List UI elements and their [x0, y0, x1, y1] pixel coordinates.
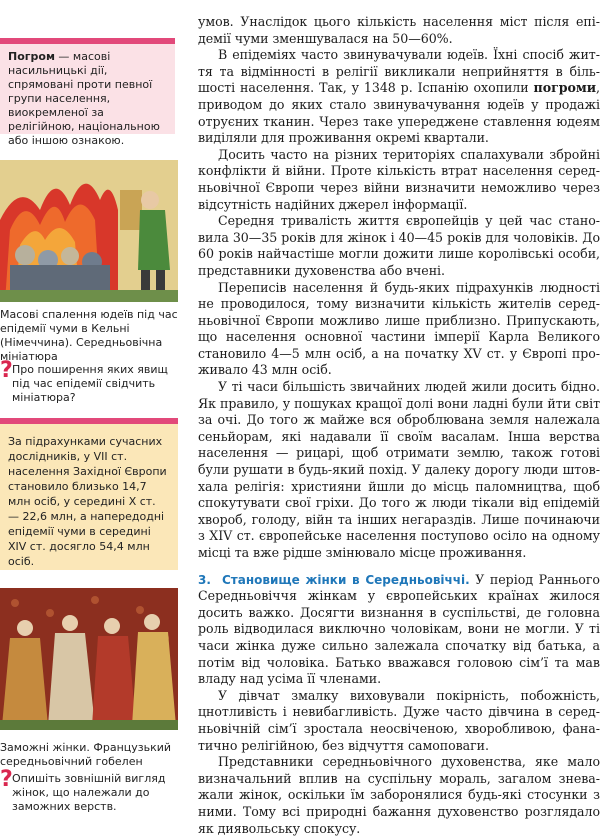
term-pogroms: погроми: [533, 80, 597, 96]
definition-term: Погром: [8, 50, 55, 63]
main-text: [198, 14, 600, 837]
paragraph-text: , приводом до яких стало звинувачування юдеїв у продажі отруєних тканин. Через таке упереджене ставлення юдеям виділяли для проживання окремі квартали.: [198, 80, 600, 146]
question-text: Опишіть зовнішній вигляд жінок, що належали до заможних верств.: [12, 772, 166, 813]
question-text: Про поширення яких явищ під час епідемії свідчить мініатюра?: [12, 363, 168, 404]
tapestry-caption: Заможні жінки. Французький середньовічний гобелен: [0, 741, 172, 768]
paragraph-text: В епідеміях часто звинувачували юдеїв. Їхні спосіб життя та відмінності в релігії викликали неприйняття в більшості населення. Так, у 1348 р. Іспанію охопили: [198, 47, 600, 96]
miniature-illustration: [0, 160, 178, 302]
definition-text: — масові насильницькі дії, спрямовані проти певної групи населення, виокремленої за релігійною, національною або іншою ознакою.: [8, 50, 160, 147]
question-icon: ?: [0, 767, 13, 792]
section-number: 3.: [198, 572, 211, 587]
paragraph: Досить часто на різних територіях спалахували збройні конфлікти й війни. Проте кількість втрат населення середньовічної Європи через війни визначити неможливо через відсутність надійних джерел інформації.: [198, 146, 600, 212]
paragraph: У дівчат змалку виховували покірність, побожність, цнотливість і невибагливість. Дуже часто дівчина в середньовічній сім’ї зростала неосвіченою, хворобливою, фанатично релігійною, без відчуття самоповаги.: [198, 687, 600, 753]
population-fact-box: [0, 418, 178, 570]
population-fact-text: За підрахунками сучасних дослідників, у VII ст. населення Західної Європи становило близько 14,7 млн осіб, у середині X ст. — 22,6 млн, а напередодні епідемії чуми в середині XIV ст. досягло 54,4 млн осіб.: [8, 435, 167, 568]
miniature-caption: Масові спалення юдеїв під час епідемії чуми в Кельні (Німеччина). Середньовічна мініатюра: [0, 308, 178, 363]
section-intro-text: У період Раннього Середньовіччя жінкам у європейських країнах жилося досить важко. Досягти визнання в суспільстві, де головна роль відводилася виключно чоловікам, вони не могли. У ті часи жінка дуже сильно залежала спочатку від батька, а потім від чоловіка. Батько вважався головою сім’ї та мав владу над усіма її членами.: [198, 571, 600, 687]
paragraph: Середня тривалість життя європейців у цей час становила 30—35 років для жінок і 40—45 років для чоловіків. До 60 років найчастіше могли дожити лише королівські особи, представники духовенства або вчені.: [198, 213, 600, 278]
definition-box: [0, 38, 175, 147]
paragraph: [198, 47, 600, 147]
paragraph: Представники середньовічного духовенства, яке мало визначальний вплив на суспільну мораль, загалом зневажали жінок, оскільки їм заборонялися будь-які стосунки з ними. Тому всі природні бажання духовенство розглядало як диявольську спокусу.: [198, 754, 600, 836]
tapestry-image: [0, 588, 178, 730]
tapestry-illustration: [0, 588, 178, 730]
paragraph: У ті часи більшість звичайних людей жили досить бідно. Як правило, у пошуках кращої долі вони ладні були йти світ за очі. До того ж майже вся оброблювана земля належала сеньйорам, які надавали її своїм васалам. Інша верства населення — рицарі, щоб отримати землю, також готові були рушати в будь-який похід. У далеку дорогу люди штовхала релігія: християни йшли до місць паломництва, щоб спокутувати свої гріхи. До того ж люди тікали від епідемій хвороб, голоду, війн та інших негараздів. Лише починаючи з XIV ст. європейське населення поступово осіло на одному місці та вже рідше змінювало місце проживання.: [198, 379, 600, 560]
paragraph: Переписів населення й будь-яких підрахунків людності не проводилося, тому визначити кількість жителів середньовічної Європи можливо лише приблизно. Припускають, що населення основної частини імперії Карла Великого становило 4—5 млн осіб, а на початку XV ст. у Європі проживало 43 млн осіб.: [198, 279, 600, 378]
miniature-burning-image: [0, 160, 178, 302]
question-tapestry: [0, 767, 182, 814]
question-icon: ?: [0, 358, 13, 383]
question-miniature: [0, 358, 182, 405]
paragraph: умов. Унаслідок цього кількість населення міст після епідемії чуми зменшувалася на 50—60%.: [198, 14, 600, 46]
section-title: Становище жінки в Середньовіччі.: [221, 572, 470, 587]
section-3: [198, 572, 600, 688]
sidebar: [0, 0, 183, 839]
